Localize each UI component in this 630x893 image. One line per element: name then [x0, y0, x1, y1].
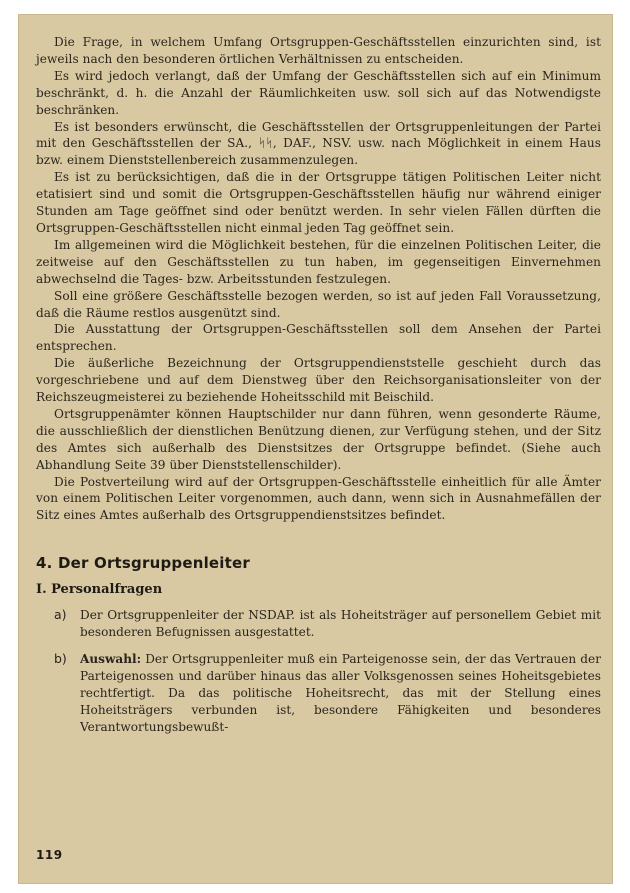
- list-body: Der Ortsgruppenleiter muß ein Parteigenosse sein, der das Vertrauen der Parteigenossen und darüber hinaus das aller Volksgenossen seines Hoheitsgebietes rechtfertigt. Da das politische Hoheitsrecht, das mit der Stellung eines Hoheitsträgers verbunden ist, besondere Fähigkeiten und besonderes Verantwortungsbewußt-: [80, 652, 601, 734]
- paragraph-2: Es wird jedoch verlangt, daß der Umfang der Geschäftsstellen sich auf ein Minimum beschränkt, d. h. die Anzahl der Räumlichkeiten usw. soll sich auf das Notwendigste beschränken.: [36, 68, 601, 117]
- subsection-title: I. Personalfragen: [36, 582, 163, 598]
- paragraph-9: Ortsgruppenämter können Hauptschilder nur dann führen, wenn gesonderte Räume, die ausschließlich der dienstlichen Benützung dienen, zur Verfügung stehen, und der Sitz des Amtes sich außerhalb des Dienstsitzes der Ortsgruppe befindet. (Siehe auch Abhandlung Seite 39 über Dienststellenschilder).: [36, 406, 601, 472]
- paragraph-1: Die Frage, in welchem Umfang Ortsgruppen-Geschäftsstellen einzurichten sind, ist jeweils nach den besonderen örtlichen Verhältnissen zu entscheiden.: [36, 35, 601, 66]
- paragraph-7: Die Ausstattung der Ortsgruppen-Geschäftsstellen soll dem Ansehen der Partei entsprechen.: [36, 322, 601, 354]
- paragraph-10: Die Postverteilung wird auf der Ortsgruppen-Geschäftsstelle einheitlich für alle Ämter von einem Politischen Leiter vorgenommen, auch dann, wenn sich in Ausnahmefällen der Sitz eines Amtes außerhalb des Ortsgruppendienstsitzes befindet.: [36, 474, 601, 523]
- section-title: 4. Der Ortsgruppenleiter: [36, 554, 250, 573]
- paragraph-5: Im allgemeinen wird die Möglichkeit bestehen, für die einzelnen Politischen Leiter, die zeitweise auf den Geschäftsstellen zu tun haben, im gegenseitigen Einvernehmen abwechselnd die Tages- bzw. Arbeitsstunden festzulegen.: [36, 237, 601, 286]
- numbered-list: [54, 607, 601, 735]
- paragraph-4: Es ist zu berücksichtigen, daß die in der Ortsgruppe tätigen Politischen Leiter nicht etatisiert sind und somit die Ortsgruppen-Geschäftsstellen häufig nur während einiger Stunden am Tage geöffnet sind oder benützt werden. In sehr vielen Fällen dürften die Ortsgruppen-Geschäftsstellen nicht einmal jeden Tag geöffnet sein.: [36, 170, 601, 235]
- list-marker: b): [54, 651, 67, 667]
- list-marker: a): [54, 607, 67, 623]
- page-number: 119: [36, 848, 63, 862]
- list-item-a: [54, 607, 601, 641]
- paragraph-6: Soll eine größere Geschäftsstelle bezogen werden, so ist auf jeden Fall Voraussetzung, daß die Räume restlos ausgenützt sind.: [36, 288, 601, 320]
- book-page: [18, 14, 613, 884]
- paragraph-3: Es ist besonders erwünscht, die Geschäftsstellen der Ortsgruppenleitungen der Partei mit den Geschäftsstellen der SA., ᛋᛋ, DAF., NSV. usw. nach Möglichkeit in einem Haus bzw. einem Dienststellenbereich zusammenzulegen.: [36, 119, 601, 168]
- list-text-b: [80, 651, 601, 736]
- page-content: [36, 34, 601, 746]
- list-item-b: [54, 651, 601, 736]
- paragraph-8: Die äußerliche Bezeichnung der Ortsgruppendienststelle geschieht durch das vorgeschriebene und auf dem Dienstweg über den Reichsorganisationsleiter von der Reichszeugmeisterei zu beziehende Hoheitsschild mit Beischild.: [36, 356, 601, 405]
- list-text: Der Ortsgruppenleiter der NSDAP. ist als Hoheitsträger auf personellem Gebiet mit besonderen Befugnissen ausgestattet.: [80, 608, 601, 640]
- list-lead: Auswahl:: [80, 652, 142, 667]
